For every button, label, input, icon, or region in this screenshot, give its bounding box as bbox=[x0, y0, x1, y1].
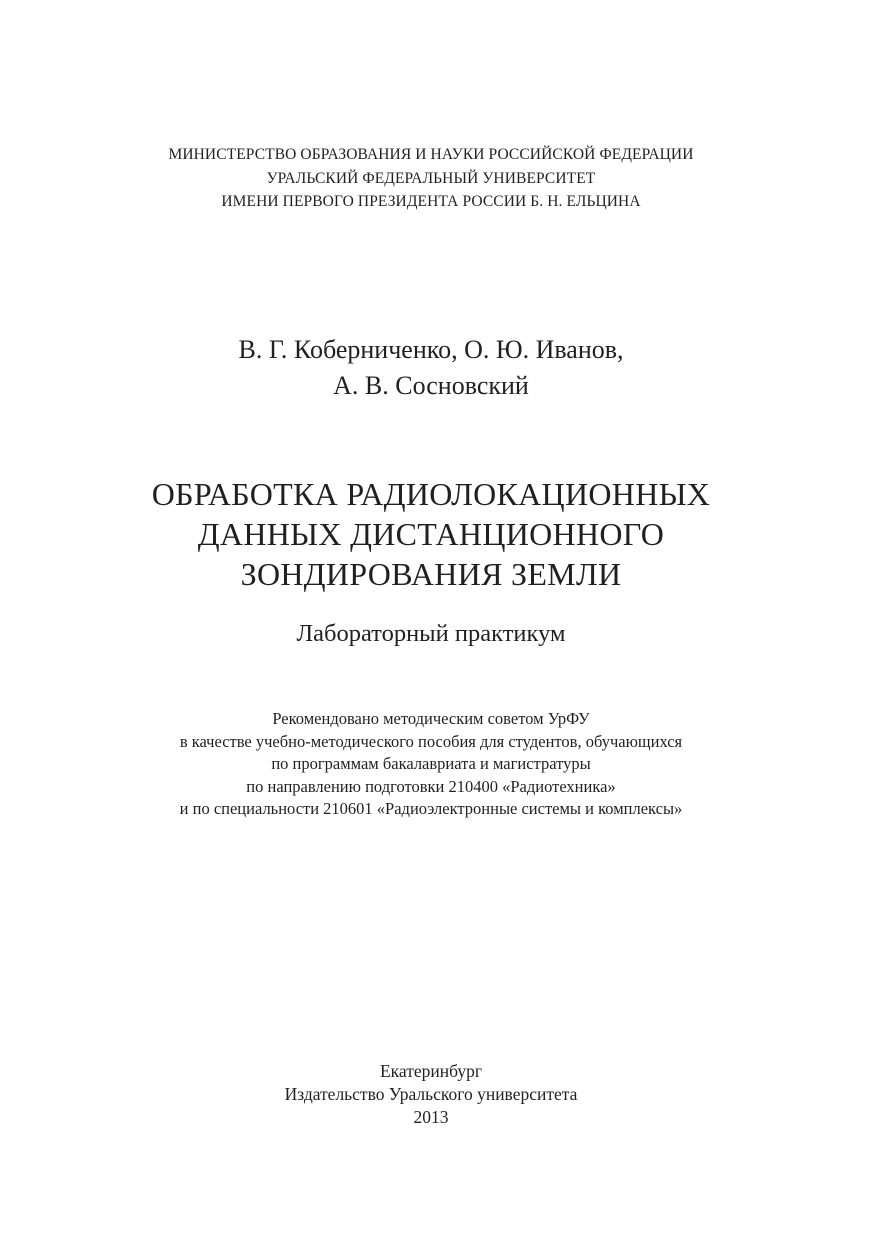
title-line-1: ОБРАБОТКА РАДИОЛОКАЦИОННЫХ bbox=[151, 476, 711, 512]
recommendation-line-1: Рекомендовано методическим советом УрФУ bbox=[272, 709, 590, 728]
imprint-city: Екатеринбург bbox=[379, 1061, 483, 1081]
recommendation-note bbox=[0, 708, 862, 821]
title-line-2: ДАННЫХ ДИСТАНЦИОННОГО bbox=[197, 516, 665, 552]
authors bbox=[0, 332, 862, 404]
title-line-3: ЗОНДИРОВАНИЯ ЗЕМЛИ bbox=[240, 556, 622, 592]
recommendation-line-3: по программам бакалавриата и магистратуры bbox=[271, 754, 591, 774]
authors-line-2: А. В. Сосновский bbox=[333, 371, 529, 400]
authors-line-1: В. Г. Коберниченко, О. Ю. Иванов, bbox=[238, 335, 624, 364]
ministry-line: МИНИСТЕРСТВО ОБРАЗОВАНИЯ И НАУКИ РОССИЙСКОЙ ФЕДЕРАЦИИ bbox=[168, 146, 694, 163]
subtitle-text: Лабораторный практикум bbox=[296, 620, 566, 647]
recommendation-line-5: и по специальности 210601 «Радиоэлектронные системы и комплексы» bbox=[179, 799, 683, 819]
university-name-line: ИМЕНИ ПЕРВОГО ПРЕЗИДЕНТА РОССИИ Б. Н. ЕЛЬЦИНА bbox=[221, 193, 641, 210]
recommendation-line-2: в качестве учебно-методического пособия для студентов, обучающихся bbox=[179, 731, 683, 751]
book-title bbox=[0, 474, 862, 594]
book-subtitle bbox=[0, 618, 862, 650]
university-line: УРАЛЬСКИЙ ФЕДЕРАЛЬНЫЙ УНИВЕРСИТЕТ bbox=[266, 169, 596, 187]
institution-header bbox=[0, 143, 862, 214]
imprint bbox=[0, 1060, 862, 1129]
recommendation-line-4: по направлению подготовки 210400 «Радиотехника» bbox=[246, 776, 616, 796]
imprint-year: 2013 bbox=[413, 1107, 449, 1127]
imprint-publisher: Издательство Уральского университета bbox=[284, 1084, 578, 1104]
